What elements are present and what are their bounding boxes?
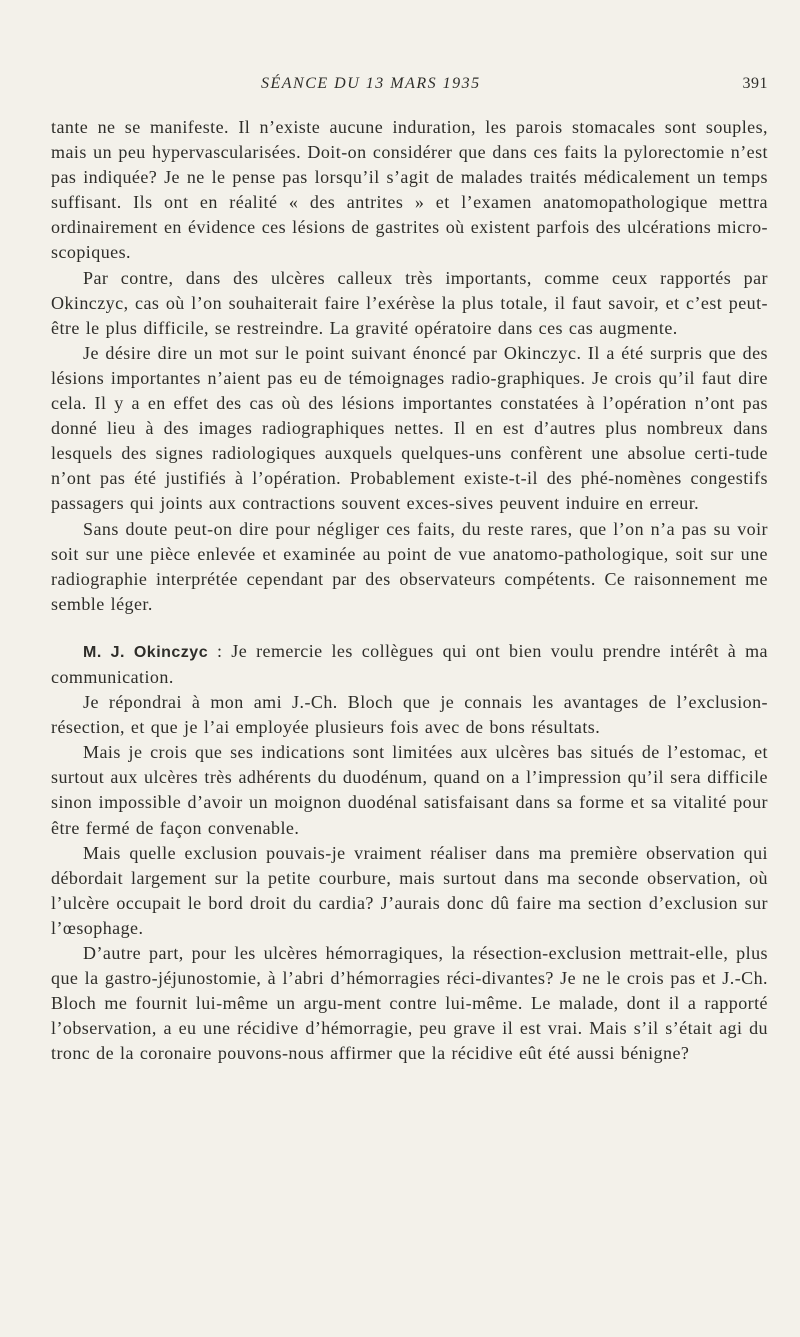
running-title: SÉANCE DU 13 MARS 1935 [261, 75, 481, 92]
paragraph-radiographic-findings: Je désire dire un mot sur le point suivant énoncé par Okinczyc. Il a été surpris que des lésions importantes n’aient pas eu de témoignages radio-graphiques. Je crois qu’il faut dire cela. Il y a en effet des cas où des lésions importantes constatées à l’opération n’ont pas donné lieu à des images radiographiques nettes. Il en est d’autres plus nombreux dans lesquels des signes radiologiques auxquels quelques-uns confèrent une absolue certi-tude n’ont pas été justifiés à l’opération. Probablement existe-t-il des phé-nomènes congestifs passagers qui joints aux contractions souvent exces-sives peuvent induire en erreur. [51, 342, 768, 514]
page-number: 391 [742, 75, 768, 92]
running-header [51, 73, 768, 95]
response-opening-text: : Je remercie les collègues qui ont bien voulu prendre intérêt à ma communication. [51, 640, 768, 687]
paragraph-reasoning: Sans doute peut-on dire pour négliger ces faits, du reste rares, que l’on n’a pas su voir soit sur une pièce enlevée et examinée au point de vue anatomo-pathologique, soit sur une radiographie interprétée cependant par des observateurs compétents. Ce raisonnement me semble léger. [51, 518, 768, 614]
response-paragraph-indications: Mais je crois que ses indications sont limitées aux ulcères bas situés de l’estomac, et surtout aux ulcères très adhérents du duodénum, quand on a l’impression qu’il sera difficile sinon impossible d’avoir un moignon duodénal satisfaisant dans sa forme et sa vitalité pour être fermé de façon convenable. [51, 742, 768, 838]
response-paragraph-exclusion: Mais quelle exclusion pouvais-je vraiment réaliser dans ma première observation qui débordait largement sur la petite courbure, mais surtout dans ma seconde observation, où l’ulcère occupait le bord droit du cardia? J’aurais donc dû faire ma section d’exclusion sur l’œsophage. [51, 842, 768, 938]
response-opening-paragraph [51, 639, 768, 690]
paragraph-callous-ulcers: Par contre, dans des ulcères calleux très importants, comme ceux rapportés par Okinczyc, cas où l’on souhaiterait faire l’exérèse la plus totale, il faut savoir, et c’est peut-être le plus difficile, se restreindre. La gravité opératoire dans ces cas augmente. [51, 267, 768, 338]
response-paragraph-bloch: Je répondrai à mon ami J.-Ch. Bloch que je connais les avantages de l’exclusion-résection, et que je l’ai employée plusieurs fois avec de bons résultats. [51, 692, 768, 738]
speaker-name: M. J. Okinczyc [83, 643, 209, 661]
paragraph-continuation: tante ne se manifeste. Il n’existe aucune induration, les parois stomacales sont souples, mais un peu hypervascularisées. Doit-on considérer que dans ces faits la pylorectomie n’est pas indiquée? Je ne le pense pas lorsqu’il s’agit de malades traités médicalement un temps suffisant. Ils ont en réalité « des antrites » et l’examen anatomopathologique mettra ordinairement en évidence ces lésions de gastrites où existent parfois des ulcérations micro-scopiques. [51, 117, 768, 263]
response-paragraph-hemorrhagic-ulcers: D’autre part, pour les ulcères hémorragiques, la résection-exclusion mettrait-elle, plus que la gastro-jéjunostomie, à l’abri d’hémorragies réci-divantes? Je ne le crois pas et J.-Ch. Bloch me fournit lui-même un argu-ment contre lui-même. Le malade, dont il a rapporté l’observation, a eu une récidive d’hémorragie, peu grave il est vrai. Mais s’il s’était agi du tronc de la coronaire pouvons-nous affirmer que la récidive eût été aussi bénigne? [51, 943, 768, 1064]
article-body [51, 115, 768, 1066]
